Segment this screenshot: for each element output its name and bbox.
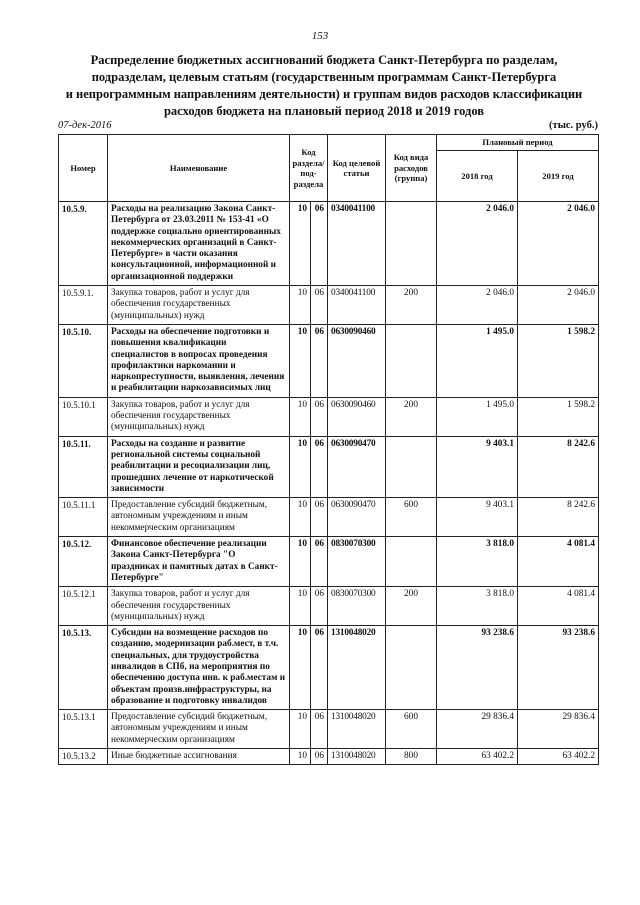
title-line: расходов бюджета на плановый период 2018 и 2019 годов (163, 104, 485, 118)
table-row (59, 710, 599, 749)
row-subsection-code: 06 (311, 749, 328, 765)
row-value-2019: 4 081.4 (518, 537, 599, 587)
row-subsection-code: 06 (311, 436, 328, 497)
row-value-2018: 2 046.0 (437, 202, 518, 286)
header-year-2019: 2019 год (518, 151, 599, 202)
row-number: 10.5.9. (59, 202, 108, 286)
table-row (59, 324, 599, 397)
header-name: Наименование (108, 135, 290, 202)
budget-table (58, 134, 599, 765)
row-subsection-code: 06 (311, 397, 328, 436)
row-value-2018: 63 402.2 (437, 749, 518, 765)
row-expense-code (386, 537, 437, 587)
document-date: 07-дек-2016 (58, 120, 112, 131)
meta-line (58, 120, 598, 134)
row-section-code: 10 (290, 436, 311, 497)
row-section-code: 10 (290, 537, 311, 587)
row-expense-code (386, 202, 437, 286)
row-expense-code: 200 (386, 587, 437, 626)
row-number: 10.5.10.1 (59, 397, 108, 436)
row-expense-code: 200 (386, 286, 437, 325)
row-expense-code (386, 324, 437, 397)
table-row (59, 397, 599, 436)
row-name: Расходы на обеспечение подготовки и повышения квалификации специалистов в вопросах проведения профилактики наркомании и наркопреступности, выявления, лечения и реабилитации наркозависимых лиц (108, 324, 290, 397)
row-subsection-code: 06 (311, 498, 328, 537)
row-expense-code: 600 (386, 498, 437, 537)
row-target-code: 0830070300 (328, 587, 386, 626)
row-name: Финансовое обеспечение реализации Закона Санкт-Петербурга "О праздниках и памятных датах в Санкт-Петербурге" (108, 537, 290, 587)
row-value-2019: 1 598.2 (518, 324, 599, 397)
table-row (59, 436, 599, 497)
budget-table-body (59, 202, 599, 765)
row-name: Субсидии на возмещение расходов по созданию, модернизации раб.мест, в т.ч. специальных, для трудоустройства инвалидов в СПб, на мероприятия по обеспечению доступа инв. к раб.местам и объектам произв.инфраструктуры, на образование и подготовку инвалидов (108, 626, 290, 710)
header-number: Номер (59, 135, 108, 202)
title-line: и непрограммным направлениям деятельности) и группам видов расходов классификации (65, 87, 583, 101)
row-section-code: 10 (290, 587, 311, 626)
row-target-code: 0340041100 (328, 286, 386, 325)
row-expense-code (386, 436, 437, 497)
units-label: (тыс. руб.) (549, 120, 598, 131)
row-number: 10.5.13.1 (59, 710, 108, 749)
row-section-code: 10 (290, 397, 311, 436)
table-row (59, 537, 599, 587)
row-value-2019: 8 242.6 (518, 436, 599, 497)
row-name: Иные бюджетные ассигнования (108, 749, 290, 765)
row-expense-code: 600 (386, 710, 437, 749)
row-number: 10.5.11.1 (59, 498, 108, 537)
row-section-code: 10 (290, 749, 311, 765)
row-number: 10.5.13.2 (59, 749, 108, 765)
title-line: Распределение бюджетных ассигнований бюджета Санкт-Петербурга по разделам, (90, 53, 558, 67)
row-expense-code: 200 (386, 397, 437, 436)
row-name: Закупка товаров, работ и услуг для обеспечения государственных (муниципальных) нужд (108, 286, 290, 325)
header-year-2018: 2018 год (437, 151, 518, 202)
row-name: Предоставление субсидий бюджетным, автономным учреждениям и иным некоммерческим организациям (108, 498, 290, 537)
row-value-2018: 2 046.0 (437, 286, 518, 325)
row-section-code: 10 (290, 626, 311, 710)
row-expense-code (386, 626, 437, 710)
row-target-code: 1310048020 (328, 749, 386, 765)
header-section-code: Код раздела/ под-раздела (290, 135, 328, 202)
row-value-2018: 9 403.1 (437, 498, 518, 537)
table-row (59, 626, 599, 710)
row-section-code: 10 (290, 498, 311, 537)
row-value-2018: 3 818.0 (437, 587, 518, 626)
row-value-2018: 1 495.0 (437, 397, 518, 436)
row-value-2018: 1 495.0 (437, 324, 518, 397)
row-subsection-code: 06 (311, 324, 328, 397)
row-name: Закупка товаров, работ и услуг для обеспечения государственных (муниципальных) нужд (108, 397, 290, 436)
row-target-code: 0340041100 (328, 202, 386, 286)
title-line: подразделам, целевым статьям (государственным программам Санкт-Петербурга (91, 70, 557, 84)
row-value-2019: 29 836.4 (518, 710, 599, 749)
row-target-code: 0630090460 (328, 397, 386, 436)
row-number: 10.5.11. (59, 436, 108, 497)
row-target-code: 0630090470 (328, 436, 386, 497)
row-section-code: 10 (290, 710, 311, 749)
row-name: Закупка товаров, работ и услуг для обеспечения государственных (муниципальных) нужд (108, 587, 290, 626)
row-value-2019: 4 081.4 (518, 587, 599, 626)
document-title (50, 52, 598, 120)
header-planned-period: Плановый период (437, 135, 599, 151)
table-row (59, 498, 599, 537)
row-target-code: 0630090470 (328, 498, 386, 537)
header-expense-code: Код вида расходов (группа) (386, 135, 437, 202)
table-row (59, 202, 599, 286)
row-section-code: 10 (290, 286, 311, 325)
row-subsection-code: 06 (311, 537, 328, 587)
row-value-2018: 29 836.4 (437, 710, 518, 749)
row-value-2019: 2 046.0 (518, 286, 599, 325)
row-subsection-code: 06 (311, 286, 328, 325)
row-value-2019: 2 046.0 (518, 202, 599, 286)
table-row (59, 587, 599, 626)
row-expense-code: 800 (386, 749, 437, 765)
row-number: 10.5.10. (59, 324, 108, 397)
row-value-2018: 93 238.6 (437, 626, 518, 710)
row-subsection-code: 06 (311, 202, 328, 286)
row-target-code: 0830070300 (328, 537, 386, 587)
row-value-2019: 1 598.2 (518, 397, 599, 436)
row-subsection-code: 06 (311, 587, 328, 626)
table-row (59, 749, 599, 765)
row-subsection-code: 06 (311, 626, 328, 710)
row-name: Расходы на создание и развитие региональной системы социальной реабилитации и ресоциализации лиц, прошедших лечение от наркотической зависимости (108, 436, 290, 497)
row-value-2018: 9 403.1 (437, 436, 518, 497)
row-target-code: 1310048020 (328, 710, 386, 749)
row-name: Расходы на реализацию Закона Санкт-Петербурга от 23.03.2011 № 153-41 «О поддержке социально ориентированных некоммерческих организаций в Санкт-Петербурге» в части оказания консультационной, информационной и организационной поддержки (108, 202, 290, 286)
row-value-2019: 8 242.6 (518, 498, 599, 537)
row-number: 10.5.12.1 (59, 587, 108, 626)
row-section-code: 10 (290, 324, 311, 397)
table-row (59, 286, 599, 325)
row-name: Предоставление субсидий бюджетным, автономным учреждениям и иным некоммерческим организациям (108, 710, 290, 749)
row-target-code: 0630090460 (328, 324, 386, 397)
row-value-2019: 63 402.2 (518, 749, 599, 765)
row-number: 10.5.9.1. (59, 286, 108, 325)
row-section-code: 10 (290, 202, 311, 286)
row-value-2018: 3 818.0 (437, 537, 518, 587)
row-value-2019: 93 238.6 (518, 626, 599, 710)
row-number: 10.5.13. (59, 626, 108, 710)
row-number: 10.5.12. (59, 537, 108, 587)
row-target-code: 1310048020 (328, 626, 386, 710)
page-number: 153 (311, 30, 329, 42)
row-subsection-code: 06 (311, 710, 328, 749)
header-target-code: Код целевой статьи (328, 135, 386, 202)
